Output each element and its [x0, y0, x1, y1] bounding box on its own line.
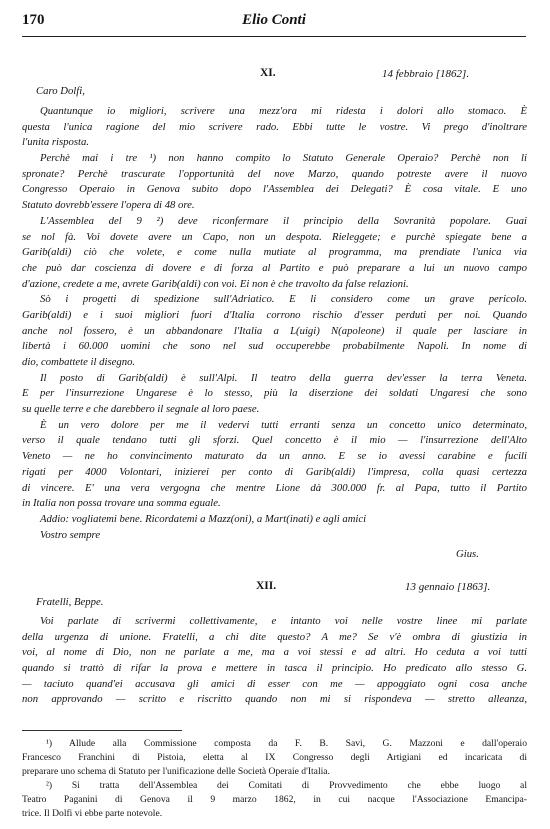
text-line: — taciuto quand'ei accusava gli amici di esser con me — appoggiato ogni cosa anche	[22, 677, 527, 690]
letter-xii-salutation: Fratelli, Beppe.	[36, 596, 104, 608]
text-line: se nol fà. Voi dovete avere un Capo, non un despota. Rieleggete; e purchè spiegate bene a	[22, 230, 527, 243]
footnote-line: trice. Il Dolfi vi ebbe parte notevole.	[22, 808, 163, 819]
text-line: Voi parlate di scrivermi collettivamente, e intanto voi nelle vostre linee mi parlate	[40, 615, 527, 627]
text-line: che può dar coscienza di dovere e di forza al Partito e può preparare a lui un nuovo campo	[22, 261, 527, 274]
text-line: È un vero dolore per me il vedervi tutti erranti senza un concetto unico determinato,	[40, 418, 527, 431]
running-header	[22, 12, 526, 37]
text-line: anche nol fossero, è un abbandonare l'Italia a L(uigi) N(apoleone) il quale per lasciare in	[22, 324, 527, 337]
text-line: su quelle terre e che darebbero il segnale al loro paese.	[22, 403, 260, 416]
text-line: l'unita risposta.	[22, 136, 90, 149]
footnote-line: ²) Si tratta dell'Assemblea dei Comitati di Provvedimento che ebbe luogo al	[46, 780, 527, 791]
text-line: Perchè mai i tre ¹) non hanno compito lo Statuto Generale Operaio? Perchè non li	[40, 152, 527, 165]
text-line: rigati per 4000 Volontari, inizierei per conto di Garib(aldi) l'impresa, colla quasi certezza	[22, 465, 527, 478]
text-line: Garib(aldi) ciò che volete, e come nulla mutiate al programma, ma prendiate l'unica via	[22, 246, 527, 259]
footnote-line: Teatro Paganini di Genova il 9 marzo 1862, in cui nacque l'Associazione Emancipa-	[22, 794, 527, 805]
text-line: quando si trattò di rifar la prova e mettere in tasca il principio. Ho predicato allo stesso G.	[22, 662, 527, 675]
letter-xii-body	[22, 614, 527, 708]
text-line: Veneto — ne ho convincimento maturato da un anno. E se io avessi carabine e fucili	[22, 450, 527, 463]
running-title: Elio Conti	[242, 12, 306, 28]
footnote-divider	[22, 730, 182, 731]
letter-xi-body	[22, 104, 527, 543]
text-line: di vincere. E' una vera vergogna che mentre Lione dà 300.000 fr. al Papa, tutto il Partito	[22, 481, 527, 494]
text-line: voi, al nome di Dio, non ne parlate a me, ma a voi stessi e ad altri. Ho ceduta a voi tutti	[22, 646, 527, 659]
text-line: Quantunque io migliori, scrivere una mezz'ora mi ridesta i dolori allo stomaco. È	[40, 105, 527, 117]
text-line: Congresso Operaio in Genova subito dopo l'Assemblea dei Delegati? È cosa vitale. E uno	[22, 183, 527, 196]
text-line: in Italia non possa trovare una somma eguale.	[22, 497, 221, 510]
text-line: Statuto dovrebb'essere l'opera di 48 ore.	[22, 199, 195, 212]
letter-xi-date: 14 febbraio [1862].	[382, 68, 470, 80]
text-line: questa l'unica ragione del mio scrivere rado. Ebbi tutte le vostre. Vi prego d'inoltrare	[22, 120, 527, 133]
footnote-line: preparare uno schema di Statuto per l'unificazione delle Società Operaie d'Italia.	[22, 766, 330, 777]
letter-xi-signature: Gius.	[456, 548, 479, 560]
letter-xi-number: XI.	[260, 67, 276, 79]
footnotes	[22, 737, 527, 821]
text-line: della urgenza di unione. Fratelli, a chi dite questo? A me? Se v'è ombra di giustizia in	[22, 630, 527, 643]
footnote-line: Francesco Franchini di Pistoia, eletta al IX Congresso degli Artigiani ed incaricata di	[22, 752, 527, 763]
text-line: Sò i progetti di spedizione sull'Adriatico. E li considero come un grave pericolo.	[40, 293, 527, 306]
text-line: E per l'insurrezione Ungarese è lo stesso, più la diserzione dei soldati Ungaresi che sono	[22, 387, 527, 400]
text-line: libertà i 60.000 uomini che sono nel sud occuperebbe probabilmente Napoli. In nome di	[22, 340, 527, 353]
footnote-line: ¹) Allude alla Commissione composta da F. B. Savi, G. Mazzoni e dall'operaio	[46, 738, 527, 749]
text-line: Il posto di Garib(aldi) è sull'Alpi. Il teatro della guerra dev'esser la terra Veneta.	[40, 371, 527, 384]
text-line: non approvando — scritto e riscritto quando non mi si rispondeva — stretto alleanza,	[22, 693, 527, 706]
letter-xii-number: XII.	[256, 580, 277, 592]
letter-xii-date: 13 gennaio [1863].	[405, 581, 491, 593]
letter-xi-salutation: Caro Dolfi,	[36, 85, 85, 97]
text-line: Garib(aldi) e i suoi migliori fuori d'Italia corrono rischio d'esser perduti per noi. Quando	[22, 308, 527, 321]
text-line: Addio: vogliatemi bene. Ricordatemi a Mazz(oni), a Mart(inati) e agli amici	[40, 512, 367, 525]
text-line: d'azione, credete a me, avrete Garib(aldi) con voi. Ei non è che travolto da false relazioni.	[22, 277, 409, 290]
text-line: dio, combattete il disegno.	[22, 356, 136, 368]
text-line: L'Assemblea del 9 ²) deve riconfermare il principio della Sovranità popolare. Guai	[40, 214, 527, 227]
text-line: spronate? Perchè trascurate l'opportunità del nove Marzo, quando potreste avere il nuovo	[22, 167, 527, 180]
text-line: Vostro sempre	[40, 528, 101, 541]
page-number: 170	[22, 12, 45, 28]
text-line: verso il quale tendano tutti gli sforzi. Quel concetto è il mio — l'insurrezione dell'Alto	[22, 434, 527, 447]
